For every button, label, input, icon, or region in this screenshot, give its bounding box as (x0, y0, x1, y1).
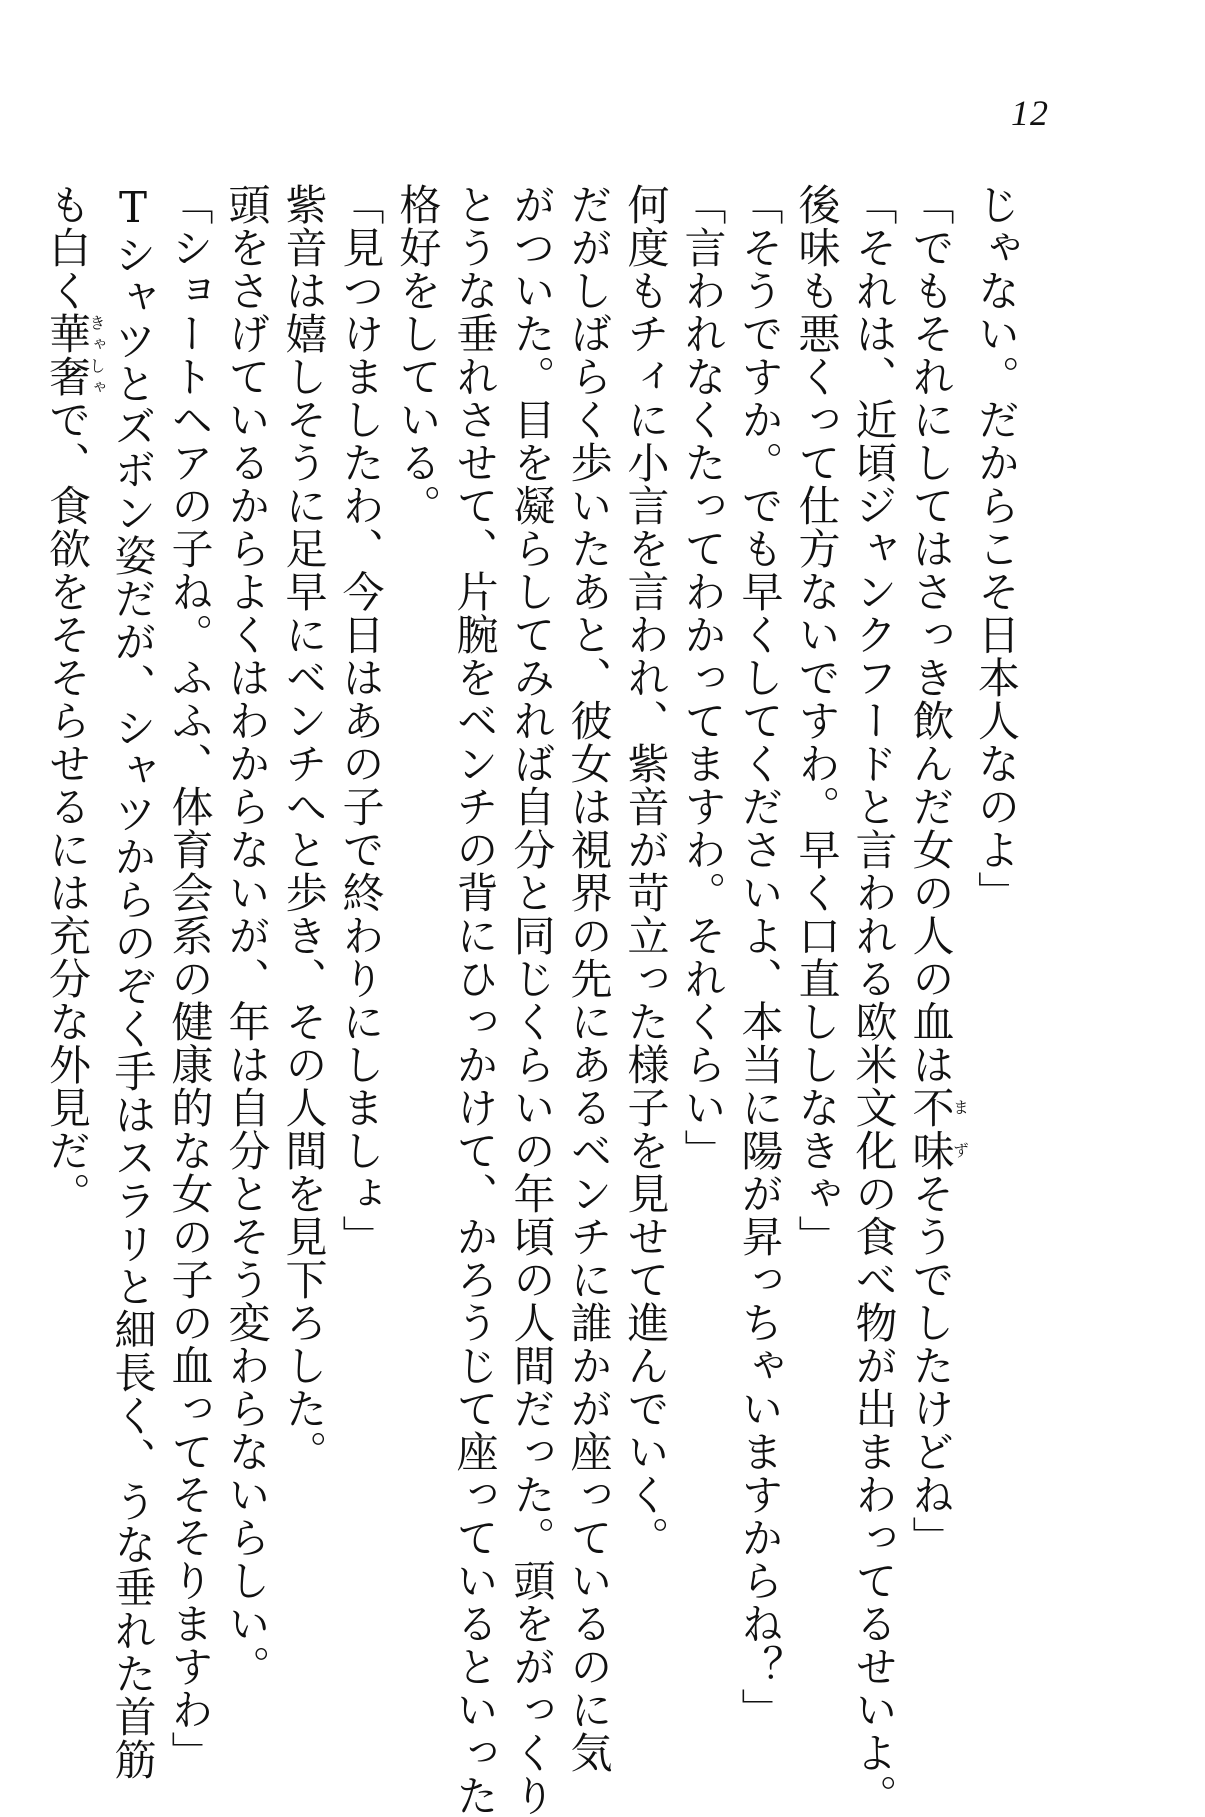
text-line-2 (903, 183, 969, 1573)
text-line-2-before: 「でもそれにしてはさっき飲んだ女の人の血は (906, 183, 956, 1086)
text-line-14: 頭をさげているからよくはわからないが、年は自分とそう変わらないらしい。 (222, 183, 272, 1688)
text-line-17-after: で、食欲をそそらせるには充分な外見だ。 (43, 398, 92, 1215)
novel-text-block (39, 183, 1025, 1817)
text-line-4: 後味も悪くって仕方ないですわ。早く口直ししなきゃ」 (792, 183, 842, 1258)
text-line-3: 「それは、近頃ジャンクフードと言われる欧米文化の食べ物が出まわってるせいよ。 (849, 183, 899, 1817)
text-line-16: Tシャツとズボン姿だが、シャツからのぞく手はスラリと細長く、うな垂れた首筋 (108, 183, 158, 1781)
ruby-kyasha-reading: きゃしゃ (87, 312, 106, 398)
ruby-mazu-base: 不味 (906, 1086, 956, 1172)
page-number: 12 (1011, 93, 1049, 133)
text-line-17-before: も白く (43, 183, 92, 312)
text-line-7: 何度もチィに小言を言われ、紫音が苛立った様子を見せて進んでいく。 (621, 183, 671, 1559)
text-line-1: じゃない。だからこそ日本人なのよ」 (972, 183, 1021, 914)
text-line-17 (39, 183, 105, 1573)
text-line-5: 「そうですか。でも早くしてくださいよ、本当に陽が昇っちゃいますからね？」 (735, 183, 785, 1731)
ruby-kyasha (43, 312, 106, 398)
text-line-9: がついた。目を凝らしてみれば自分と同じくらいの年頃の人間だった。頭をがっくり (507, 183, 557, 1817)
ruby-mazu (906, 1086, 970, 1172)
text-line-12: 「見つけましたわ、今日はあの子で終わりにしましょ」 (336, 183, 386, 1258)
text-line-2-after: そうでしたけどね」 (906, 1172, 956, 1559)
text-line-8: だがしばらく歩いたあと、彼女は視界の先にあるベンチに誰かが座っているのに気 (564, 183, 614, 1774)
text-line-15: 「ショートヘアの子ね。ふふ、体育会系の健康的な女の子の血ってそそりますわ」 (165, 183, 215, 1774)
text-line-6: 「言われなくたってわかってますわ。それくらい」 (678, 183, 728, 1172)
text-line-11: 格好をしている。 (393, 183, 443, 527)
text-line-10: とうな垂れさせて、片腕をベンチの背にひっかけて、かろうじて座っているといった (450, 183, 500, 1817)
ruby-mazu-reading: まず (950, 1086, 970, 1172)
text-line-13: 紫音は嬉しそうに足早にベンチへと歩き、その人間を見下ろした。 (279, 183, 329, 1473)
ruby-kyasha-base: 華奢 (43, 312, 92, 398)
